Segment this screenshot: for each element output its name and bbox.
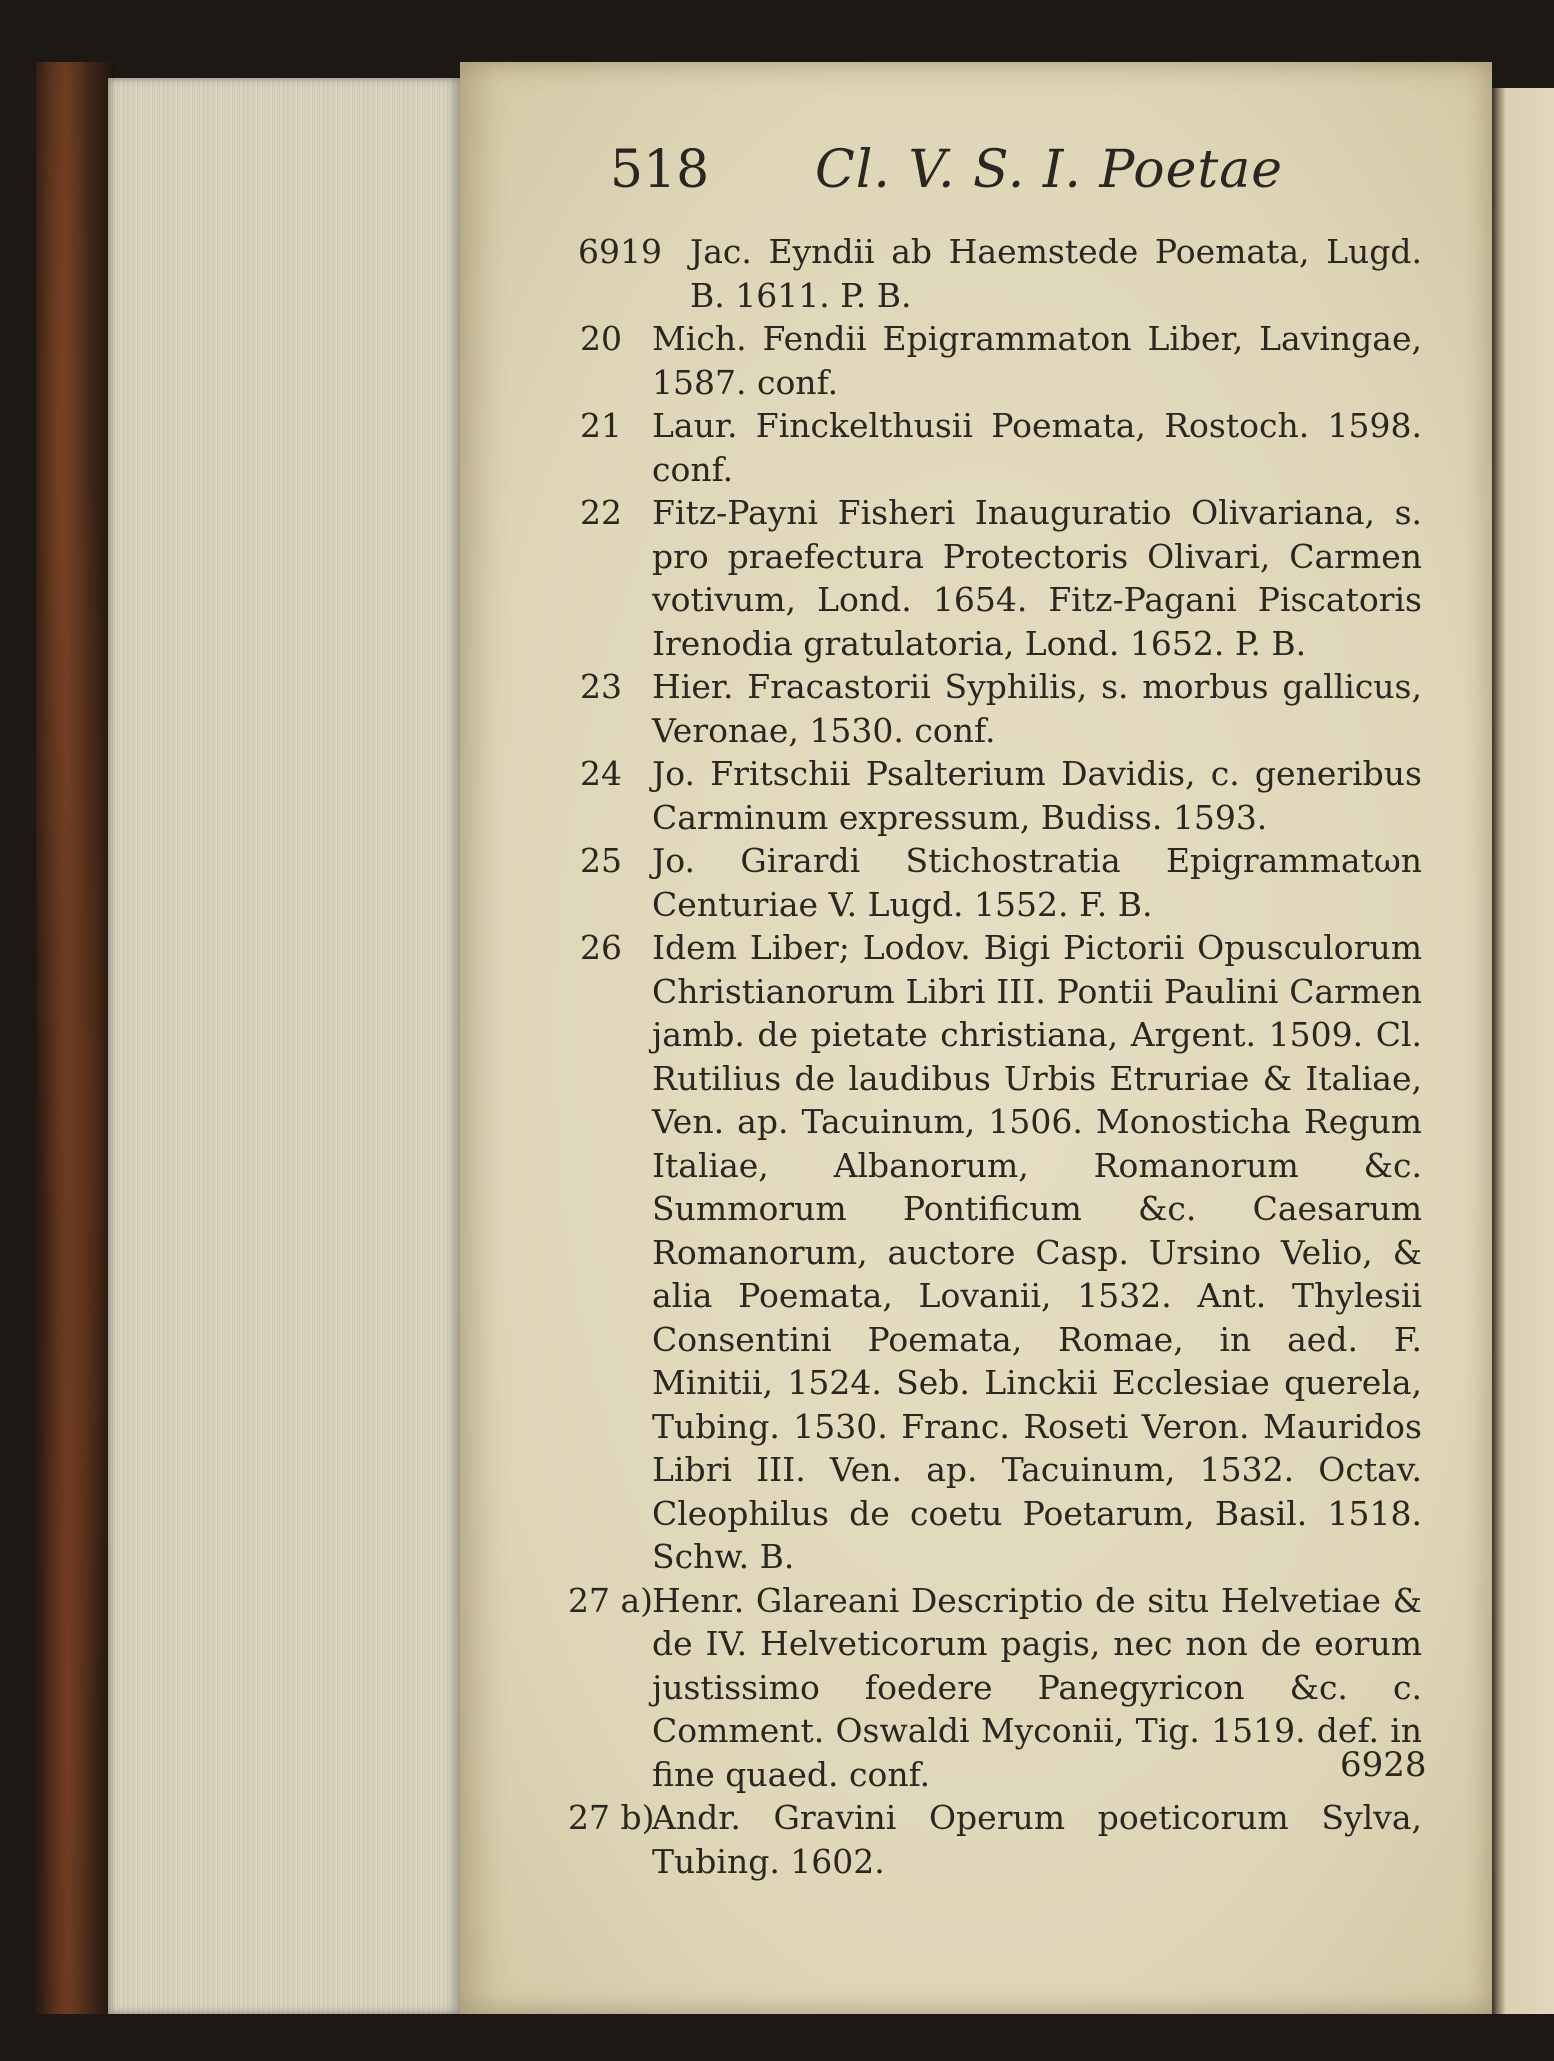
running-title: Cl. V. S. I. Poetae	[815, 140, 1284, 200]
entry-number: 23	[580, 667, 622, 706]
entry-number: 20	[580, 319, 622, 358]
page-header	[610, 140, 1370, 210]
entry-text: Andr. Gravini Operum poeticorum Sylva, Tubing. 1602.	[652, 1798, 1422, 1881]
entry-text: Hier. Fracastorii Syphilis, s. morbus gallicus, Veronae, 1530. conf.	[652, 667, 1422, 750]
entry-number: 22	[580, 493, 622, 532]
entry-number: 21	[580, 406, 622, 445]
page-number: 518	[610, 140, 710, 200]
catchword: 6928	[1340, 1745, 1427, 1785]
catalog-entry	[568, 1796, 1422, 1883]
facing-page-edge	[1492, 88, 1554, 2014]
entry-text: Laur. Finckelthusii Poemata, Rostoch. 1598. conf.	[652, 406, 1422, 489]
catalog-entry	[580, 839, 1422, 926]
catalog-entry	[580, 752, 1422, 839]
entry-text: Jo. Fritschii Psalterium Davidis, c. generibus Carminum expressum, Budiss. 1593.	[652, 754, 1422, 837]
entry-number: 25	[580, 841, 622, 880]
entry-number: 27 a)	[568, 1580, 654, 1620]
entry-number: 26	[580, 928, 622, 967]
entry-text: Fitz-Payni Fisheri Inauguratio Olivariana, s. pro praefectura Protectoris Olivari, Carmen votivum, Lond. 1654. Fitz-Pagani Piscatoris Irenodia gratulatoria, Lond. 1652. P. B.	[652, 493, 1422, 663]
entry-text: Mich. Fendii Epigrammaton Liber, Lavingae, 1587. conf.	[652, 319, 1422, 402]
entry-number: 24	[580, 754, 622, 793]
catalog-entry	[568, 1579, 1422, 1797]
catalog-entries	[568, 230, 1422, 1883]
catalog-entry	[580, 317, 1422, 404]
catalog-entry	[578, 230, 1422, 317]
catalog-entry	[580, 404, 1422, 491]
catalog-entry	[580, 491, 1422, 665]
catalog-entry	[580, 665, 1422, 752]
leather-cover	[36, 62, 114, 2014]
entry-text: Jac. Eyndii ab Haemstede Poemata, Lugd. B. 1611. P. B.	[690, 232, 1422, 315]
entry-number: 27 b)	[568, 1798, 655, 1837]
entry-number: 6919	[578, 232, 662, 271]
entry-text: Jo. Girardi Stichostratia Epigrammatωn Centuriae V. Lugd. 1552. F. B.	[652, 841, 1422, 924]
catalog-entry	[580, 926, 1422, 1579]
entry-text: Henr. Glareani Descriptio de situ Helvetiae & de IV. Helveticorum pagis, nec non de eorum justissimo foedere Panegyricon &c. c. Comment. Oswaldi Myconii, Tig. 1519. def. in fine quaed. conf.	[652, 1580, 1422, 1794]
entry-text: Idem Liber; Lodov. Bigi Pictorii Opusculorum Christianorum Libri III. Pontii Paulini Carmen jamb. de pietate christiana, Argent. 1509. Cl. Rutilius de laudibus Urbis Etruriae & Italiae, Ven. ap. Tacuinum, 1506. Monosticha Regum Italiae, Albanorum, Romanorum &c. Summorum Pontificum &c. Caesarum Romanorum, auctore Casp. Ursino Velio, & alia Poemata, Lovanii, 1532. Ant. Thylesii Consentini Poemata, Romae, in aed. F. Minitii, 1524. Seb. Linckii Ecclesiae querela, Tubing. 1530. Franc. Roseti Veron. Mauridos Libri III. Ven. ap. Tacuinum, 1532. Octav. Cleophilus de coetu Poetarum, Basil. 1518. Schw. B.	[652, 928, 1422, 1576]
page-block-edge	[108, 78, 460, 2014]
